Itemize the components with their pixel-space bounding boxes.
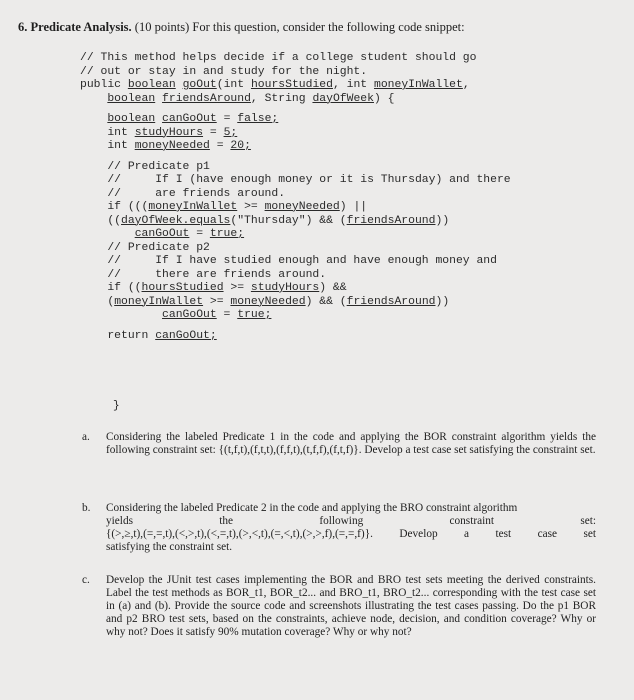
code-line: // are friends around. (80, 187, 286, 200)
code-token: , String (250, 92, 313, 105)
part-b (82, 502, 597, 554)
part-a-label: a. (82, 431, 90, 443)
code-token: (( (107, 214, 122, 227)
code-line: // Predicate p2 (80, 241, 210, 254)
code-token: >= (223, 282, 251, 294)
code-underlined-token: studyHours (134, 126, 204, 139)
code-token: ("Thursday") && ( (230, 214, 347, 227)
code-token: public (80, 79, 128, 91)
part-b-word: yields (106, 515, 133, 527)
code-underlined-token: false; (237, 113, 279, 125)
code-line (80, 140, 620, 154)
code-token: )) (435, 214, 450, 227)
code-underlined-token: boolean (107, 113, 156, 125)
code-underlined-token: friendsAround (346, 214, 436, 227)
code-line (80, 113, 620, 127)
part-b-line-3: {(>,≥,t),(=,=,t),(<,>,t),(<,=,t),(>,<,t),(=,<,t),(>,>,f),(=,=,f)}. Develop a test case set (106, 528, 596, 540)
code-indent (80, 127, 107, 139)
part-b-line-4: satisfying the constraint set. (106, 541, 233, 553)
code-indent (80, 228, 135, 240)
part-b-word: set: (580, 515, 597, 527)
code-token: >= (203, 295, 231, 308)
part-b-line-2 (106, 515, 596, 528)
code-token: = (189, 228, 210, 240)
code-indent (80, 309, 162, 321)
code-underlined-token: hoursStudied (250, 79, 333, 91)
code-underlined-token: moneyInWallet (114, 295, 204, 308)
code-line (80, 79, 620, 93)
code-indent (80, 296, 107, 308)
code-underlined-token: boolean (127, 79, 176, 91)
code-underlined-token: canGoOut; (155, 329, 217, 342)
code-line (80, 330, 620, 344)
code-indent (80, 93, 107, 105)
code-underlined-token: 20; (230, 140, 251, 152)
code-indent (80, 215, 107, 227)
code-line (80, 282, 620, 296)
code-token: if (( (107, 282, 142, 294)
code-underlined-token: moneyNeeded (230, 295, 306, 308)
part-c-text: Develop the JUnit test cases implementing the BOR and BRO test sets meeting the derived constraints. Label the test methods as BOR_t1, BOR_t2... and BRO_t1, BRO_t2... corresponding with the test case set in (a) and (b). Provide the source code and screenshots illustrating the test cases passing. Do the p1 BOR and p2 BRO test sets, based on the constraints, achieve node, decision, and condition coverage? Why or why not? Does it satisfy 90% mutation coverage? Why or why not? (106, 574, 596, 638)
part-b-label: b. (82, 502, 91, 514)
code-underlined-token: moneyInWallet (373, 79, 463, 91)
code-token: = (209, 140, 231, 152)
part-a (82, 431, 596, 457)
code-closing-brace: } (113, 400, 120, 412)
code-token: , (462, 79, 470, 91)
part-c-label: c. (82, 574, 90, 586)
code-underlined-token: canGoOut (162, 309, 217, 321)
code-token: = (216, 309, 238, 321)
code-line: // Predicate p1 (80, 160, 210, 173)
code-token: ) && (319, 282, 347, 294)
code-underlined-token: boolean (107, 92, 156, 105)
code-line (80, 201, 620, 215)
code-line: // out or stay in and study for the night. (80, 65, 368, 78)
code-underlined-token: moneyNeeded (134, 140, 210, 152)
code-underlined-token: hoursStudied (141, 282, 224, 294)
code-token: ) || (339, 201, 368, 213)
code-blank-line (80, 323, 620, 330)
question-intro: (10 points) For this question, consider the following code snippet: (134, 20, 465, 34)
part-b-word: following (319, 515, 364, 527)
code-token: return (107, 329, 156, 342)
part-c (82, 574, 596, 639)
code-underlined-token: true; (237, 309, 272, 321)
code-token: int (107, 140, 135, 152)
code-underlined-token: friendsAround (346, 295, 436, 308)
part-b-word: the (219, 515, 234, 527)
question-number: 6. (18, 20, 28, 34)
code-blank-line (80, 106, 620, 113)
code-token: )) (435, 295, 450, 308)
code-underlined-token: canGoOut (162, 113, 217, 125)
code-underlined-token: 5; (223, 126, 238, 139)
code-underlined-token: moneyInWallet (148, 201, 238, 213)
code-line (80, 127, 620, 141)
code-line (80, 228, 620, 242)
code-underlined-token: friendsAround (162, 92, 251, 105)
code-token (176, 79, 183, 91)
code-token: >= (237, 201, 265, 213)
code-line (80, 296, 620, 310)
part-b-word: constraint (449, 515, 495, 527)
part-b-line-1: Considering the labeled Predicate 2 in the code and applying the BRO constraint algorithm (106, 502, 518, 514)
code-underlined-token: moneyNeeded (264, 201, 340, 213)
code-underlined-token: studyHours (250, 282, 320, 294)
code-blank-line (80, 154, 620, 161)
code-indent (80, 282, 107, 294)
code-line (80, 309, 620, 323)
code-indent (80, 330, 107, 342)
code-token: ) { (373, 92, 395, 105)
code-indent (80, 140, 107, 152)
code-token: , int (332, 79, 374, 91)
code-token: (int (216, 79, 251, 91)
code-line (80, 93, 620, 107)
code-snippet (80, 52, 620, 343)
code-line: // If I (have enough money or it is Thursday) and there (80, 174, 511, 186)
question-heading (18, 20, 618, 35)
code-underlined-token: dayOfWeek.equals (121, 214, 231, 227)
code-indent (80, 201, 107, 213)
code-token: ) && ( (305, 295, 347, 308)
code-indent (80, 113, 107, 125)
question-title: Predicate Analysis. (30, 20, 132, 34)
code-underlined-token: true; (209, 228, 245, 240)
code-token: = (203, 126, 224, 139)
code-line (80, 215, 620, 229)
code-token: if ((( (107, 201, 149, 213)
code-token: = (216, 113, 238, 125)
code-token: ( (107, 295, 115, 308)
code-underlined-token: goOut (182, 79, 217, 91)
code-line: // there are friends around. (80, 268, 327, 281)
code-underlined-token: canGoOut (134, 228, 190, 240)
part-a-text: Considering the labeled Predicate 1 in the code and applying the BOR constraint algorithm yields the following constraint set: {(t,f,t),(f,t,t),(f,f,t),(t,f,f),(f,t,f)}. Develop a test case set satisfying the constraint set. (106, 431, 596, 456)
code-line: // This method helps decide if a college student should go (80, 52, 477, 64)
code-line: // If I have studied enough and have enough money and (80, 255, 497, 267)
code-token: int (107, 126, 135, 139)
code-underlined-token: dayOfWeek (312, 92, 374, 105)
